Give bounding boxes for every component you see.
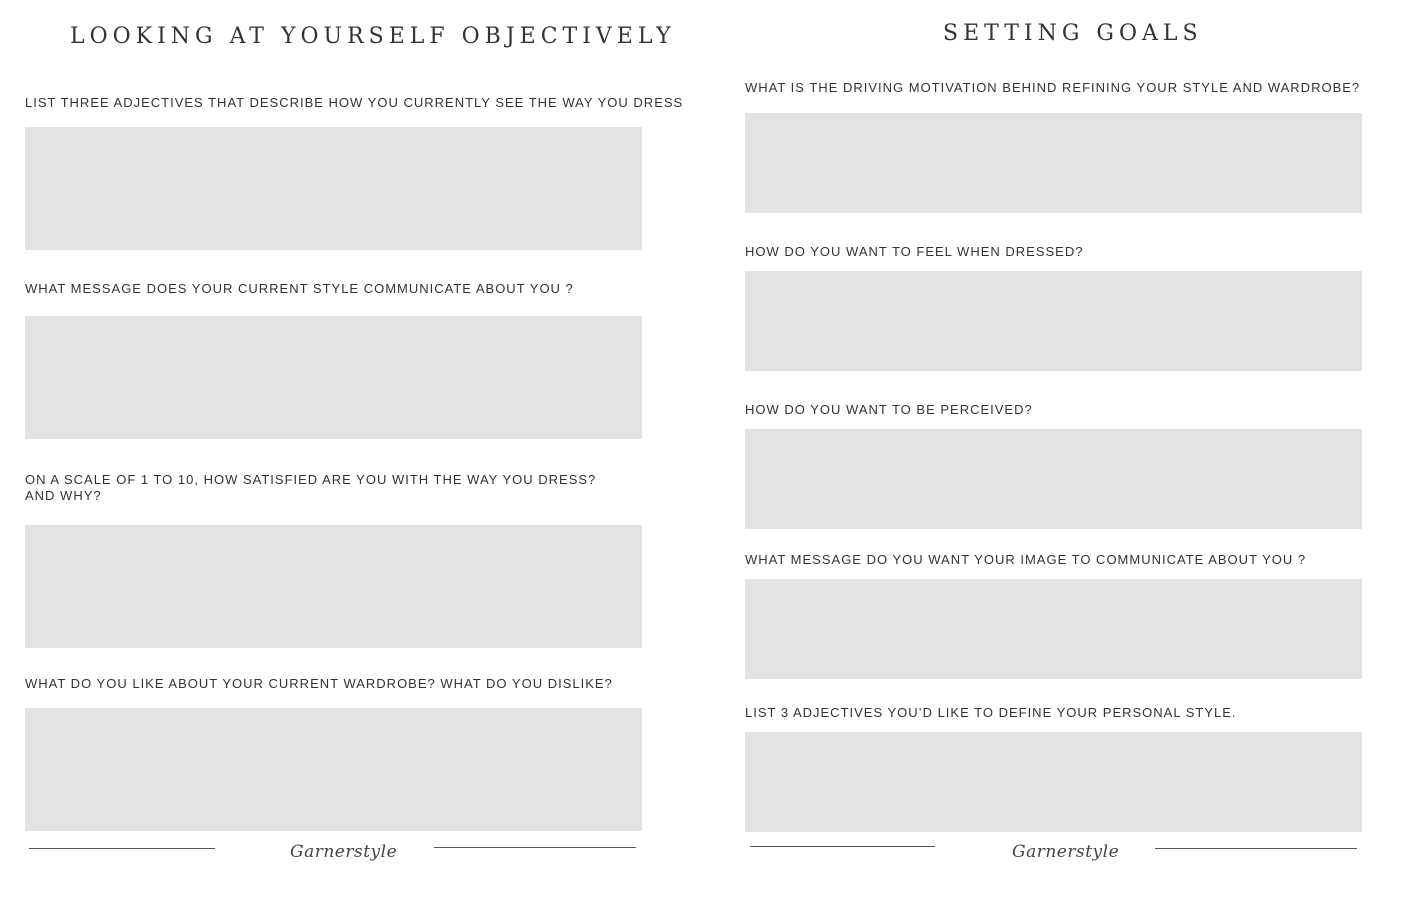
answer-box-4[interactable] [25, 708, 642, 831]
signature-logo: Garnerstyle [1012, 842, 1120, 862]
question-label-9: LIST 3 ADJECTIVES YOU’D LIKE TO DEFINE YOUR PERSONAL STYLE. [745, 705, 1237, 720]
answer-box-1[interactable] [25, 127, 642, 250]
question-label-7: HOW DO YOU WANT TO BE PERCEIVED? [745, 402, 1033, 417]
question-label-3: ON A SCALE OF 1 TO 10, HOW SATISFIED ARE YOU WITH THE WAY YOU DRESS? AND WHY? [25, 472, 597, 503]
page-title-right: SETTING GOALS [943, 21, 1203, 46]
answer-box-3[interactable] [25, 525, 642, 648]
footer-rule-right [434, 847, 636, 848]
question-label-1: LIST THREE ADJECTIVES THAT DESCRIBE HOW YOU CURRENTLY SEE THE WAY YOU DRESS [25, 95, 684, 110]
page-title-left: LOOKING AT YOURSELF OBJECTIVELY [70, 24, 676, 49]
answer-box-2[interactable] [25, 316, 642, 439]
question-label-4: WHAT DO YOU LIKE ABOUT YOUR CURRENT WARDROBE? WHAT DO YOU DISLIKE? [25, 676, 613, 691]
question-label-2: WHAT MESSAGE DOES YOUR CURRENT STYLE COMMUNICATE ABOUT YOU ? [25, 281, 574, 296]
answer-box-8[interactable] [745, 579, 1362, 679]
answer-box-6[interactable] [745, 271, 1362, 371]
question-label-8: WHAT MESSAGE DO YOU WANT YOUR IMAGE TO COMMUNICATE ABOUT YOU ? [745, 552, 1307, 567]
answer-box-5[interactable] [745, 113, 1362, 213]
question-label-6: HOW DO YOU WANT TO FEEL WHEN DRESSED? [745, 244, 1084, 259]
footer-rule-left [750, 846, 935, 847]
answer-box-9[interactable] [745, 732, 1362, 832]
footer-rule-left [29, 848, 215, 849]
answer-box-7[interactable] [745, 429, 1362, 529]
right-page [703, 0, 1406, 902]
signature-logo: Garnerstyle [290, 842, 398, 862]
question-label-5: WHAT IS THE DRIVING MOTIVATION BEHIND REFINING YOUR STYLE AND WARDROBE? [745, 80, 1361, 95]
footer-rule-right [1155, 848, 1357, 849]
